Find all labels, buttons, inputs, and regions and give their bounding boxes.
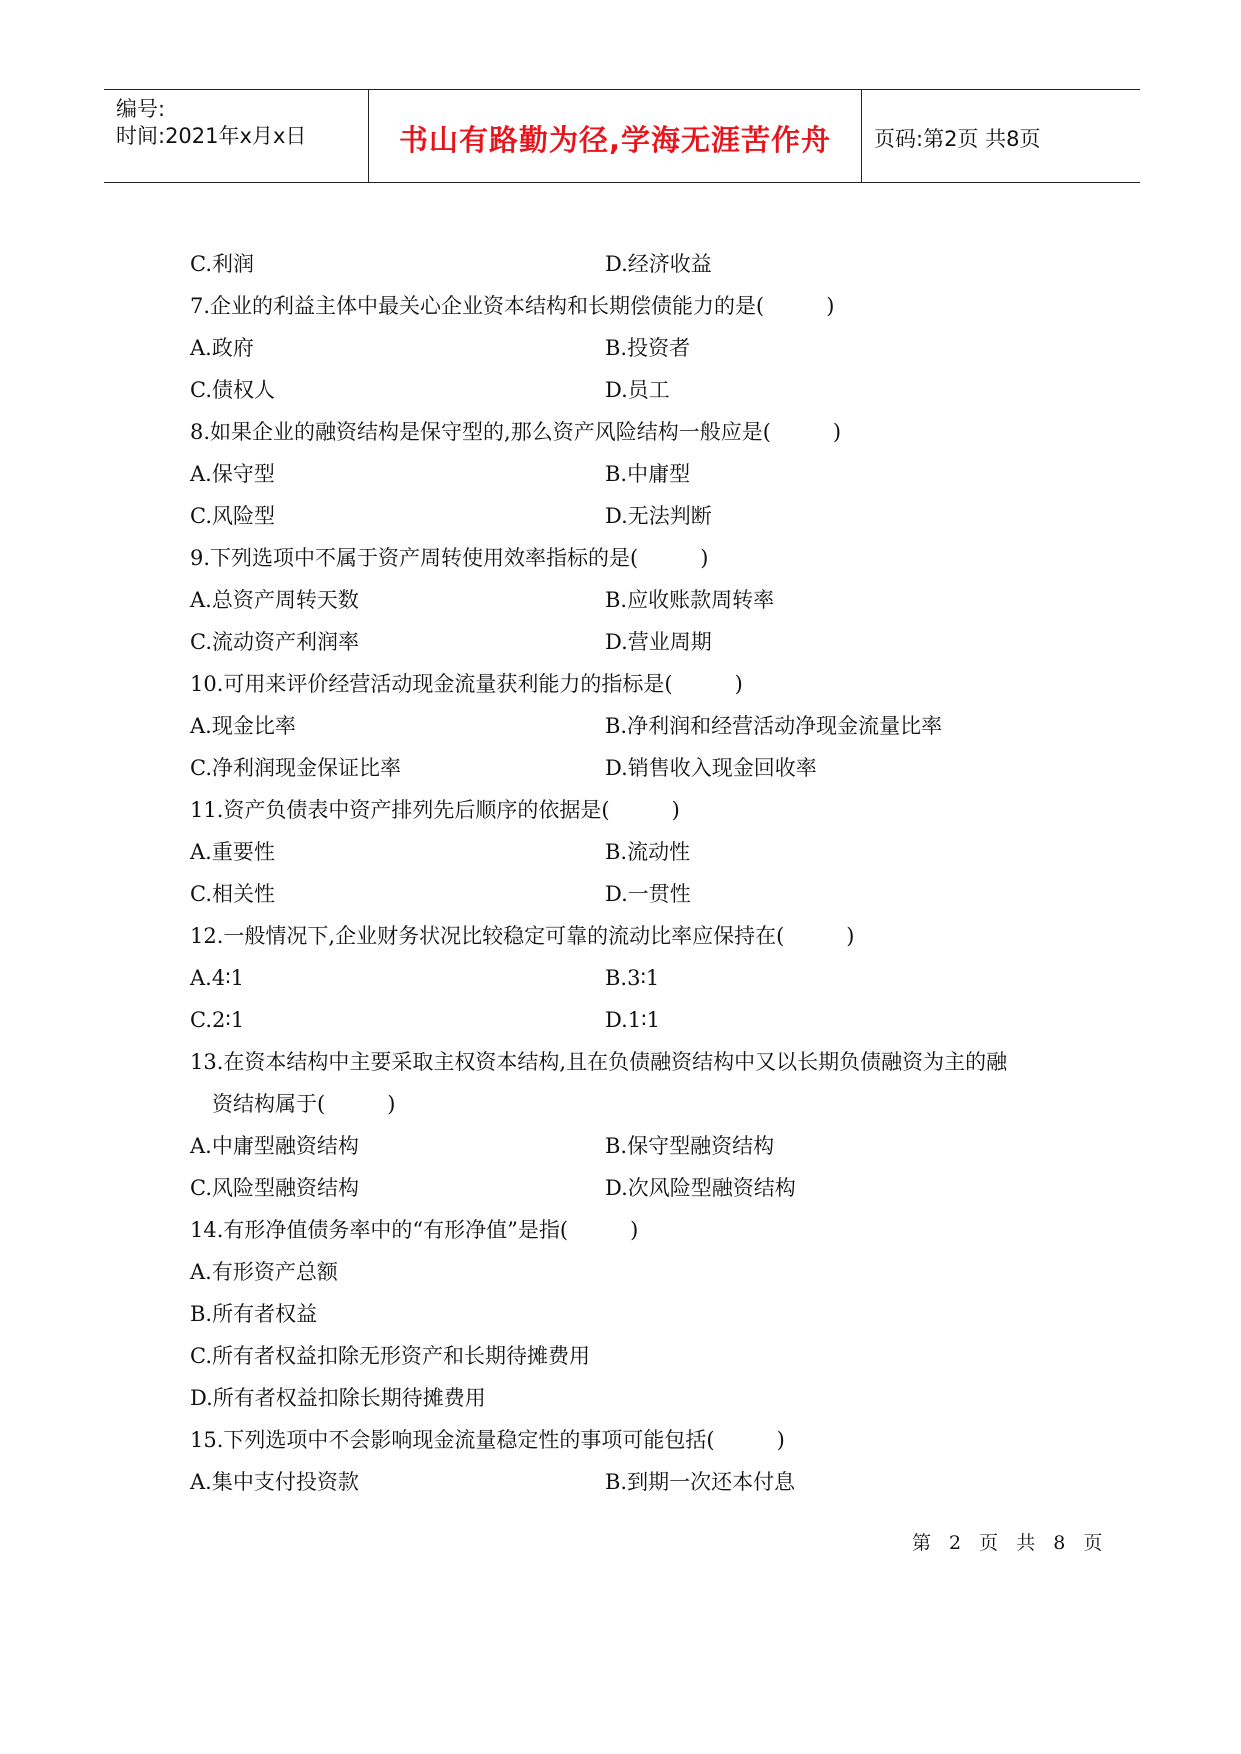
option-row: [190, 837, 1070, 879]
option-b: B.3∶1: [605, 966, 660, 990]
question-8: 8.如果企业的融资结构是保守型的,那么资产风险结构一般应是( ): [190, 420, 842, 444]
option-d: D.所有者权益扣除长期待摊费用: [190, 1386, 486, 1410]
option-c: C.债权人: [190, 378, 275, 402]
header-motto-cell: [369, 90, 862, 182]
option-row: [190, 333, 1070, 375]
option-row: [190, 375, 1070, 417]
option-b: B.投资者: [605, 336, 691, 360]
option-c: C.流动资产利润率: [190, 630, 359, 654]
option-d: D.经济收益: [605, 252, 712, 276]
option-row: [190, 963, 1070, 1005]
question-13-continuation: 资结构属于( ): [212, 1092, 396, 1116]
option-row: [190, 1173, 1070, 1215]
question-10: 10.可用来评价经营活动现金流量获利能力的指标是( ): [190, 672, 743, 696]
option-row: [190, 753, 1070, 795]
option-d: D.销售收入现金回收率: [605, 756, 817, 780]
question-7: 7.企业的利益主体中最关心企业资本结构和长期偿债能力的是( ): [190, 294, 835, 318]
option-b: B.保守型融资结构: [605, 1134, 775, 1158]
option-a: A.中庸型融资结构: [190, 1134, 359, 1158]
question-15: 15.下列选项中不会影响现金流量稳定性的事项可能包括( ): [190, 1428, 785, 1452]
option-row: [190, 459, 1070, 501]
option-c: C.相关性: [190, 882, 275, 906]
question-14: 14.有形净值债务率中的“有形净值”是指( ): [190, 1218, 639, 1242]
option-row: [190, 1467, 1070, 1509]
question-12: 12.一般情况下,企业财务状况比较稳定可靠的流动比率应保持在( ): [190, 924, 855, 948]
option-d: D.员工: [605, 378, 670, 402]
option-a: A.4∶1: [190, 966, 245, 990]
option-b: B.所有者权益: [190, 1302, 318, 1326]
option-b: B.到期一次还本付息: [605, 1470, 796, 1494]
option-c: C.净利润现金保证比率: [190, 756, 401, 780]
option-a: A.重要性: [190, 840, 275, 864]
number-label: 编号:: [116, 97, 166, 121]
option-d: D.无法判断: [605, 504, 712, 528]
option-row: [190, 879, 1070, 921]
option-row: [190, 501, 1070, 543]
option-a: A.政府: [190, 336, 254, 360]
page-footer: 第 2 页 共 8 页: [912, 1532, 1109, 1554]
option-a: A.有形资产总额: [190, 1260, 338, 1284]
option-row: [190, 249, 1070, 291]
option-a: A.保守型: [190, 462, 275, 486]
motto: 书山有路勤为径,学海无涯苦作舟: [398, 123, 832, 157]
option-a: A.现金比率: [190, 714, 296, 738]
question-list: [190, 249, 1070, 1509]
option-c: C.所有者权益扣除无形资产和长期待摊费用: [190, 1344, 590, 1368]
option-b: B.净利润和经营活动净现金流量比率: [605, 714, 943, 738]
option-b: B.流动性: [605, 840, 691, 864]
option-row: [190, 627, 1070, 669]
option-row: [190, 1005, 1070, 1047]
option-d: D.营业周期: [605, 630, 712, 654]
time-label: 时间:2021年x月x日: [116, 124, 307, 148]
option-b: B.中庸型: [605, 462, 691, 486]
option-d: D.次风险型融资结构: [605, 1176, 796, 1200]
option-d: D.一贯性: [605, 882, 691, 906]
option-c: C.2∶1: [190, 1008, 245, 1032]
header-page-cell: [862, 90, 1140, 182]
page-code: 页码:第2页 共8页: [874, 127, 1041, 151]
question-9: 9.下列选项中不属于资产周转使用效率指标的是( ): [190, 546, 709, 570]
option-b: B.应收账款周转率: [605, 588, 775, 612]
question-13: 13.在资本结构中主要采取主权资本结构,且在负债融资结构中又以长期负债融资为主的融: [190, 1050, 1008, 1074]
option-row: [190, 711, 1070, 753]
question-11: 11.资产负债表中资产排列先后顺序的依据是( ): [190, 798, 680, 822]
option-a: A.总资产周转天数: [190, 588, 359, 612]
option-row: [190, 1131, 1070, 1173]
page-header: [104, 89, 1140, 183]
header-meta-cell: [104, 90, 369, 182]
option-a: A.集中支付投资款: [190, 1470, 359, 1494]
option-d: D.1∶1: [605, 1008, 660, 1032]
option-row: [190, 585, 1070, 627]
option-c: C.风险型: [190, 504, 275, 528]
option-c: C.风险型融资结构: [190, 1176, 359, 1200]
option-c: C.利润: [190, 252, 254, 276]
